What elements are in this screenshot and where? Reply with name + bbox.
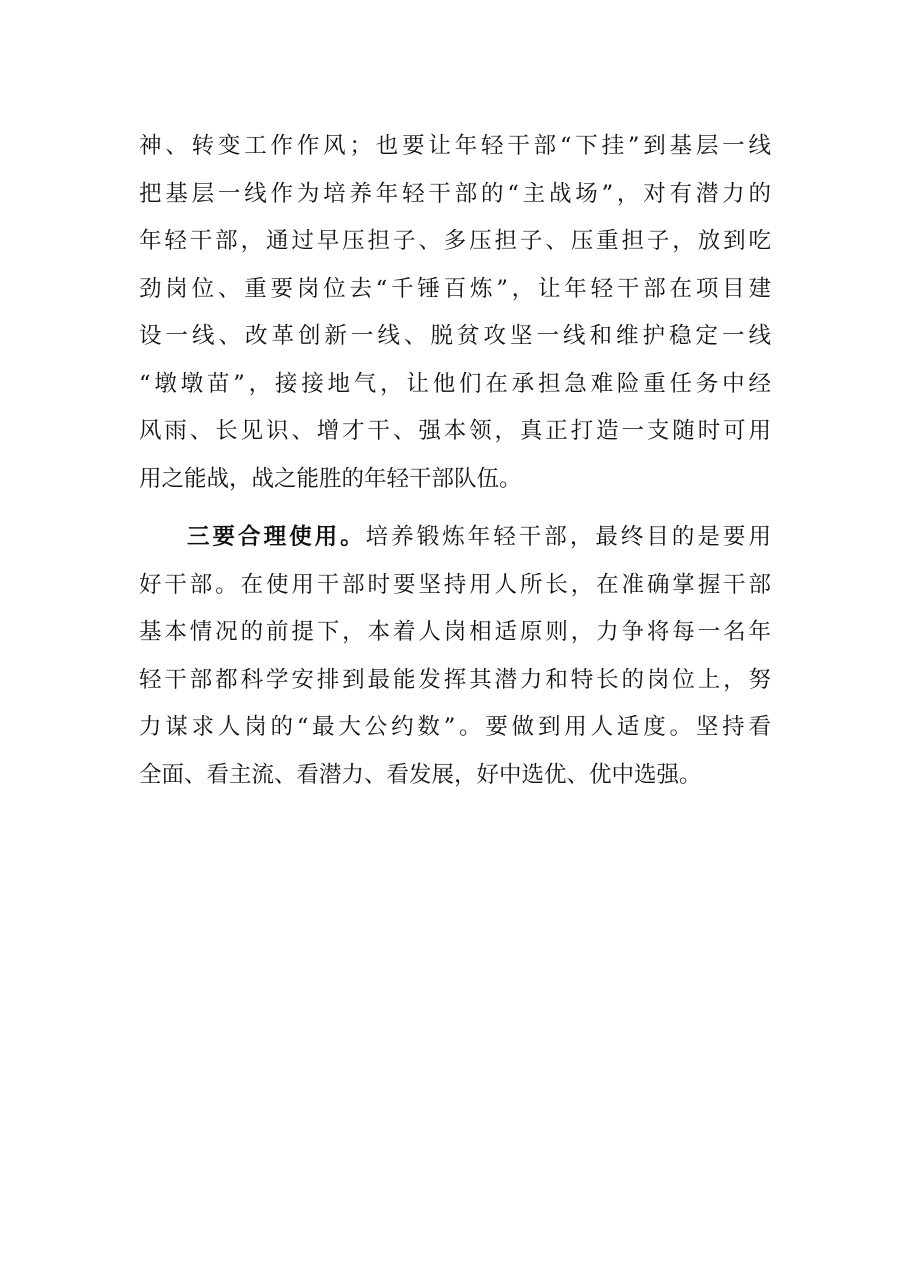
paragraph-line: 全面、看主流、看潜力、看发展，好中选优、优中选强。: [139, 761, 702, 788]
section-lead-heading: 三要合理使用。: [187, 524, 366, 550]
paragraph-line: “墩墩苗”，接接地气，让他们在承担急难险重任务中经: [139, 370, 771, 397]
paragraph-text: 培养锻炼年轻干部，最终目的是要用: [365, 524, 771, 550]
paragraph-line: 好干部。在使用干部时要坚持用人所长，在准确掌握干部: [139, 571, 771, 598]
paragraph-line: 力谋求人岗的“最大公约数”。要做到用人适度。坚持看: [139, 714, 771, 740]
paragraph-reasonable-use: [139, 514, 771, 799]
paragraph-line: 把基层一线作为培养年轻干部的“主战场”，对有潜力的: [139, 180, 771, 207]
paragraph-first-line: [139, 514, 771, 562]
paragraph-line: 劲岗位、重要岗位去“千锤百炼”，让年轻干部在项目建: [139, 275, 771, 302]
paragraph-line: 轻干部都科学安排到最能发挥其潜力和特长的岗位上，努: [139, 666, 771, 693]
paragraph-line: 设一线、改革创新一线、脱贫攻坚一线和维护稳定一线: [139, 323, 771, 349]
paragraph-line: 基本情况的前提下，本着人岗相适原则，力争将每一名年: [139, 619, 771, 645]
paragraph-line: 神、转变工作作风；也要让年轻干部“下挂”到基层一线: [139, 133, 771, 159]
paragraph-line: 风雨、长见识、增才干、强本领，真正打造一支随时可用: [139, 418, 771, 444]
paragraph-continuation: [139, 123, 771, 503]
paragraph-line: 年轻干部，通过早压担子、多压担子、压重担子，放到吃: [139, 228, 771, 254]
paragraph-line: 用之能战，战之能胜的年轻干部队伍。: [139, 465, 522, 492]
